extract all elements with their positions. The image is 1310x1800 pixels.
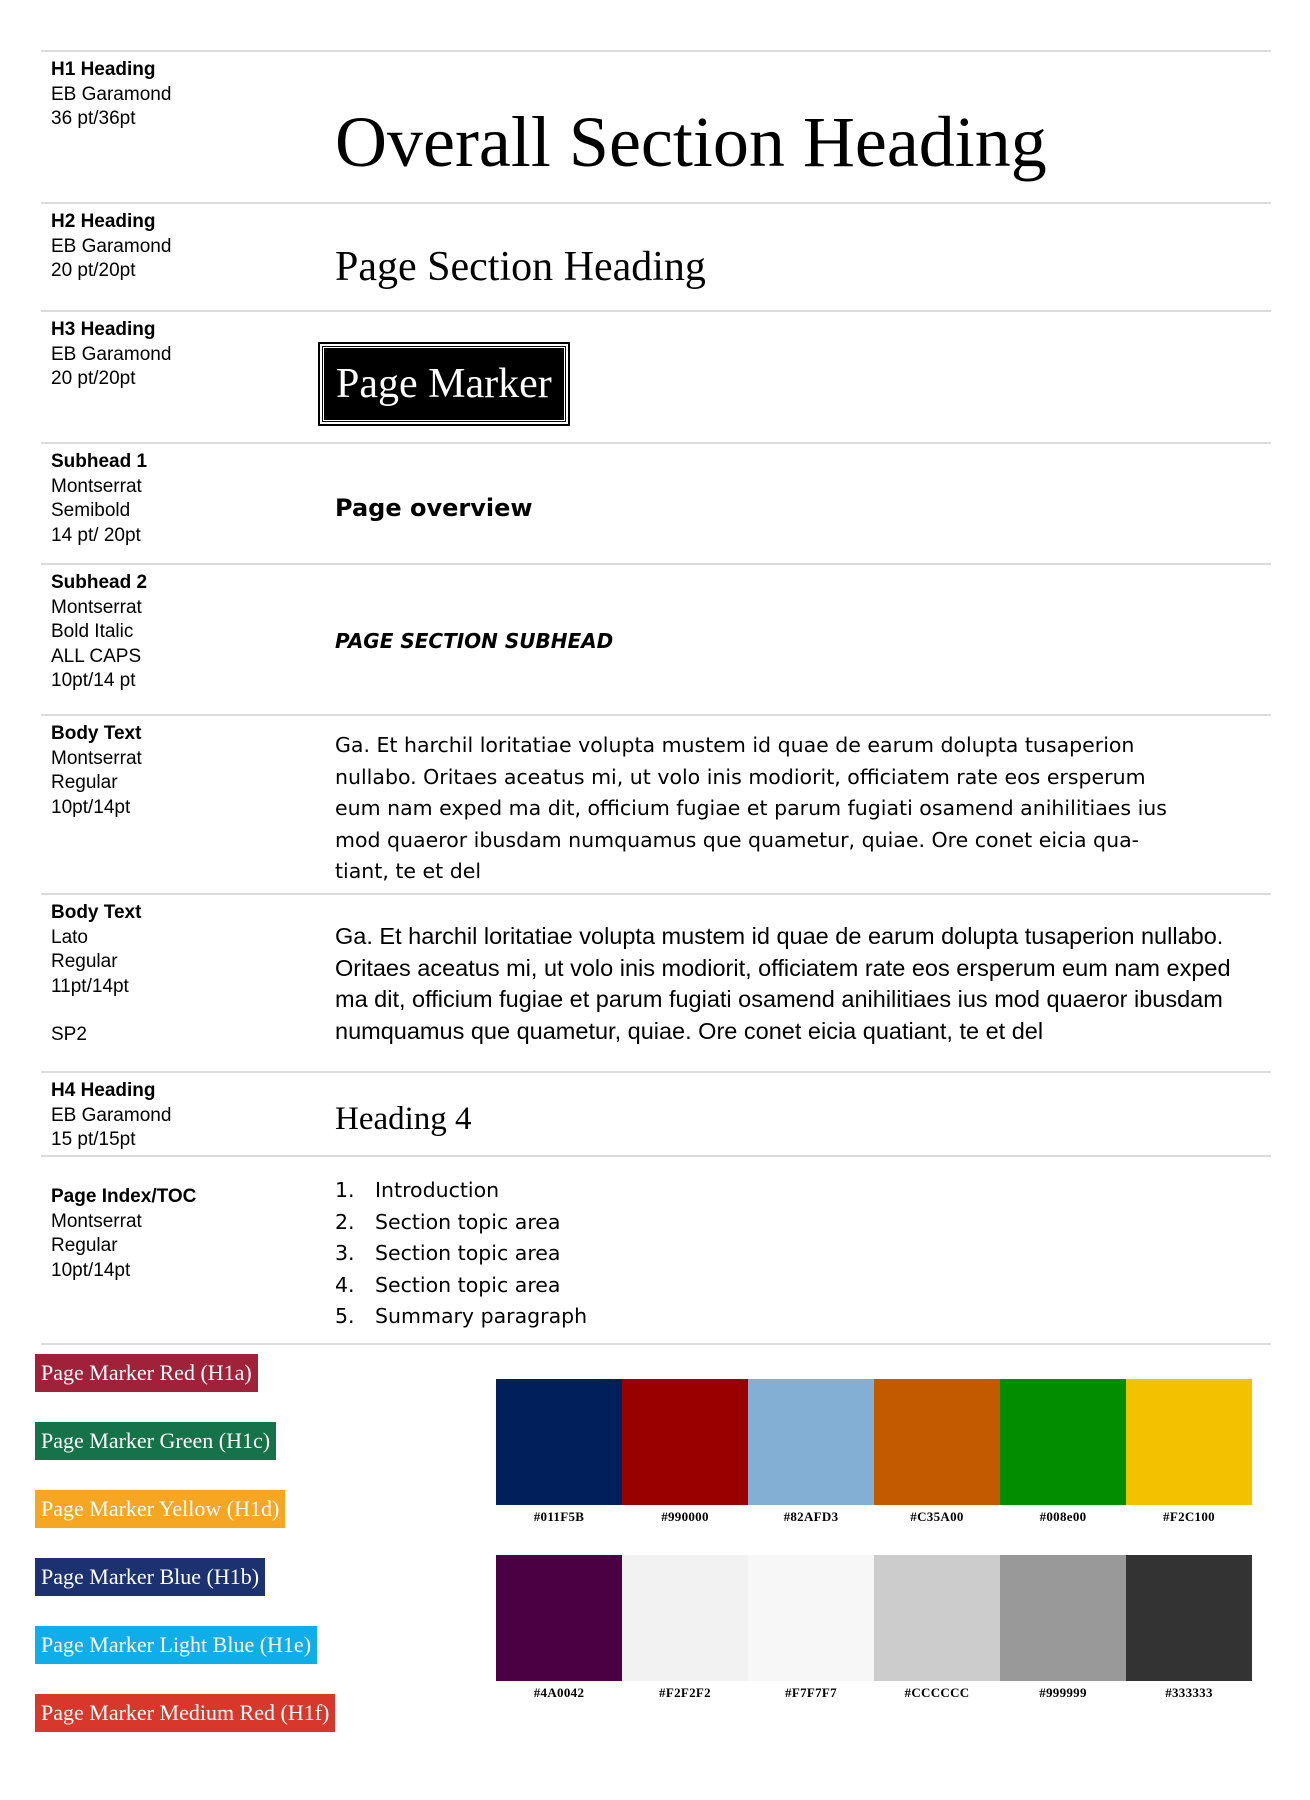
page-marker-medium-red: Page Marker Medium Red (H1f) <box>35 1694 335 1732</box>
color-swatch: #82AFD3 <box>748 1379 874 1525</box>
h4-sample: Heading 4 <box>335 1101 472 1137</box>
page-marker-yellow: Page Marker Yellow (H1d) <box>35 1490 285 1528</box>
spec-row-h1 <box>41 50 1271 202</box>
spec-row-h3 <box>41 310 1271 442</box>
page-marker-sample: Page Marker <box>318 342 570 426</box>
spec-row-h4 <box>41 1071 1271 1155</box>
color-swatch: #999999 <box>1000 1555 1126 1701</box>
color-swatch: #4A0042 <box>496 1555 622 1701</box>
color-swatch: #008e00 <box>1000 1379 1126 1525</box>
color-swatch: #F2F2F2 <box>622 1555 748 1701</box>
color-swatch: #F7F7F7 <box>748 1555 874 1701</box>
color-swatch: #F2C100 <box>1126 1379 1252 1525</box>
toc-item[interactable]: 3. Section topic area <box>335 1241 561 1265</box>
toc-list <box>335 1175 1263 1333</box>
spec-label-subhead1: Subhead 1 Montserrat Semibold 14 pt/ 20pt <box>51 451 148 546</box>
swatch-row-neutral <box>496 1555 1252 1701</box>
spec-row-body-lato <box>41 893 1271 1071</box>
spec-label-h4: H4 Heading EB Garamond 15 pt/15pt <box>51 1080 172 1150</box>
spec-row-body-montserrat <box>41 714 1271 893</box>
toc-item[interactable]: 5. Summary paragraph <box>335 1304 588 1328</box>
spec-row-toc <box>41 1155 1271 1345</box>
spec-label-h1: H1 Heading EB Garamond 36 pt/36pt <box>51 59 172 129</box>
spec-label-subhead2: Subhead 2 Montserrat Bold Italic ALL CAPS 10pt/14 pt <box>51 572 148 691</box>
h1-sample: Overall Section Heading <box>335 102 1047 182</box>
spec-row-subhead1 <box>41 442 1271 563</box>
color-swatch: #011F5B <box>496 1379 622 1525</box>
spec-label-body-montserrat: Body Text Montserrat Regular 10pt/14pt <box>51 723 142 818</box>
color-swatch: #C35A00 <box>874 1379 1000 1525</box>
spec-label-toc: Page Index/TOC Montserrat Regular 10pt/14pt <box>51 1186 197 1281</box>
page-marker-red: Page Marker Red (H1a) <box>35 1354 258 1392</box>
spec-label-h2: H2 Heading EB Garamond 20 pt/20pt <box>51 211 172 281</box>
subhead2-sample: PAGE SECTION SUBHEAD <box>335 629 614 653</box>
page-marker-light-blue: Page Marker Light Blue (H1e) <box>35 1626 317 1664</box>
subhead1-sample: Page overview <box>335 494 533 522</box>
toc-item[interactable]: 2. Section topic area <box>335 1209 561 1234</box>
spec-label-h3: H3 Heading EB Garamond 20 pt/20pt <box>51 319 172 389</box>
spec-label-body-lato: Body Text Lato Regular 11pt/14pt SP2 <box>51 902 142 1045</box>
h2-sample: Page Section Heading <box>335 244 706 290</box>
toc-item[interactable]: 4. Section topic area <box>335 1272 561 1297</box>
page-marker-green: Page Marker Green (H1c) <box>35 1422 276 1460</box>
body-montserrat-sample: Ga. Et harchil loritatiae volupta mustem id quae de earum dolupta tusaperion nullabo. Oritaes aceatus mi, ut volo inis modiorit, officiatem rate eos ersperum eum nam exped ma dit, officium fugiae et parum fugiati osamend anihilitiaes ius mod quaeror ibusdam numquamus que quametur, quiae. Ore conet eicia qua- tiant, te et del <box>335 733 1167 883</box>
swatch-row-primary <box>496 1379 1252 1525</box>
toc-item[interactable]: 1. Introduction <box>335 1178 500 1202</box>
spec-row-subhead2 <box>41 563 1271 714</box>
color-swatch: #CCCCCC <box>874 1555 1000 1701</box>
type-spec-sheet <box>41 50 1271 1345</box>
body-lato-sample: Ga. Et harchil loritatiae volupta mustem id quae de earum dolupta tusaperion nullabo. Oritaes aceatus mi, ut volo inis modiorit, officiatem rate eos ersperum eum nam exped ma dit, officium fugiae et parum fugiati osamend anihilitiaes ius mod quaeror ibusdam numquamus que quametur, quiae. Ore conet eicia quatiant, te et del <box>335 923 1231 1044</box>
spec-row-h2 <box>41 202 1271 310</box>
color-swatch: #333333 <box>1126 1555 1252 1701</box>
color-swatch: #990000 <box>622 1379 748 1525</box>
page-marker-blue: Page Marker Blue (H1b) <box>35 1558 265 1596</box>
